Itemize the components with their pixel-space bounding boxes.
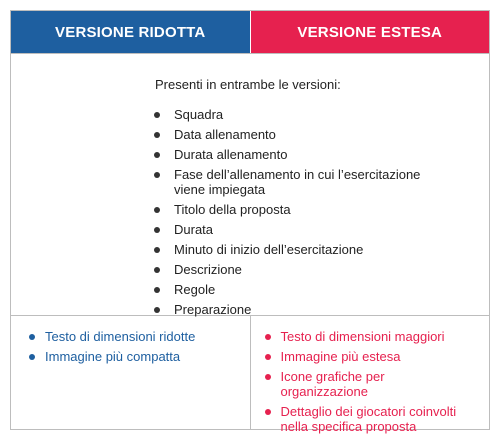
list-item: [154, 127, 434, 142]
list-item: [154, 107, 434, 122]
list-item: [154, 167, 434, 197]
bullet-icon: [154, 267, 160, 273]
list-item-label: Squadra: [174, 107, 224, 122]
header-extended-version: VERSIONE ESTESA: [251, 11, 490, 53]
bullet-icon: [265, 374, 271, 380]
list-item-label: Minuto di inizio dell’esercitazione: [174, 242, 364, 257]
comparison-table: [10, 10, 490, 434]
list-item-label: Preparazione: [174, 302, 252, 317]
list-item: [154, 147, 434, 162]
version-differences-section: [11, 316, 489, 434]
bullet-icon: [29, 354, 35, 360]
bullet-icon: [154, 227, 160, 233]
bullet-icon: [154, 152, 160, 158]
table-header: [11, 11, 489, 54]
list-item: [154, 282, 434, 297]
bullet-icon: [265, 334, 271, 340]
list-item: [154, 302, 434, 317]
bullet-icon: [154, 207, 160, 213]
list-item: [29, 349, 195, 364]
list-item-label: Immagine più compatta: [45, 349, 181, 364]
bullet-icon: [154, 247, 160, 253]
shared-features-title: Presenti in entrambe le versioni:: [155, 77, 341, 92]
bullet-icon: [154, 172, 160, 178]
list-item: [154, 222, 434, 237]
list-item: [265, 369, 475, 399]
list-item-label: Testo di dimensioni ridotte: [45, 329, 196, 344]
extended-version-features: [251, 316, 490, 434]
list-item: [154, 262, 434, 277]
bullet-icon: [265, 354, 271, 360]
shared-features-list: [154, 107, 434, 322]
list-item-label: Dettaglio dei giocatori coinvolti nella specifica proposta: [280, 404, 457, 434]
bullet-icon: [265, 409, 271, 415]
list-item: [29, 329, 195, 344]
bullet-icon: [154, 307, 160, 313]
list-item-label: Durata: [174, 222, 214, 237]
list-item-label: Fase dell’allenamento in cui l’esercitazione viene impiegata: [174, 167, 421, 197]
list-item-label: Durata allenamento: [174, 147, 288, 162]
shared-features-section: [11, 54, 489, 316]
list-item-label: Data allenamento: [174, 127, 276, 142]
list-item-label: Regole: [174, 282, 216, 297]
extended-features-list: [265, 329, 475, 439]
list-item: [265, 349, 475, 364]
list-item-label: Descrizione: [174, 262, 242, 277]
list-item: [154, 242, 434, 257]
list-item-label: Icone grafiche per organizzazione: [280, 369, 385, 399]
bullet-icon: [29, 334, 35, 340]
header-reduced-version: VERSIONE RIDOTTA: [11, 11, 251, 53]
list-item: [154, 202, 434, 217]
list-item: [265, 329, 475, 344]
bullet-icon: [154, 132, 160, 138]
list-item: [265, 404, 475, 434]
reduced-version-features: [11, 316, 251, 429]
bullet-icon: [154, 287, 160, 293]
bullet-icon: [154, 112, 160, 118]
list-item-label: Testo di dimensioni maggiori: [280, 329, 445, 344]
list-item-label: Immagine più estesa: [280, 349, 401, 364]
list-item-label: Titolo della proposta: [174, 202, 291, 217]
reduced-features-list: [29, 329, 195, 369]
